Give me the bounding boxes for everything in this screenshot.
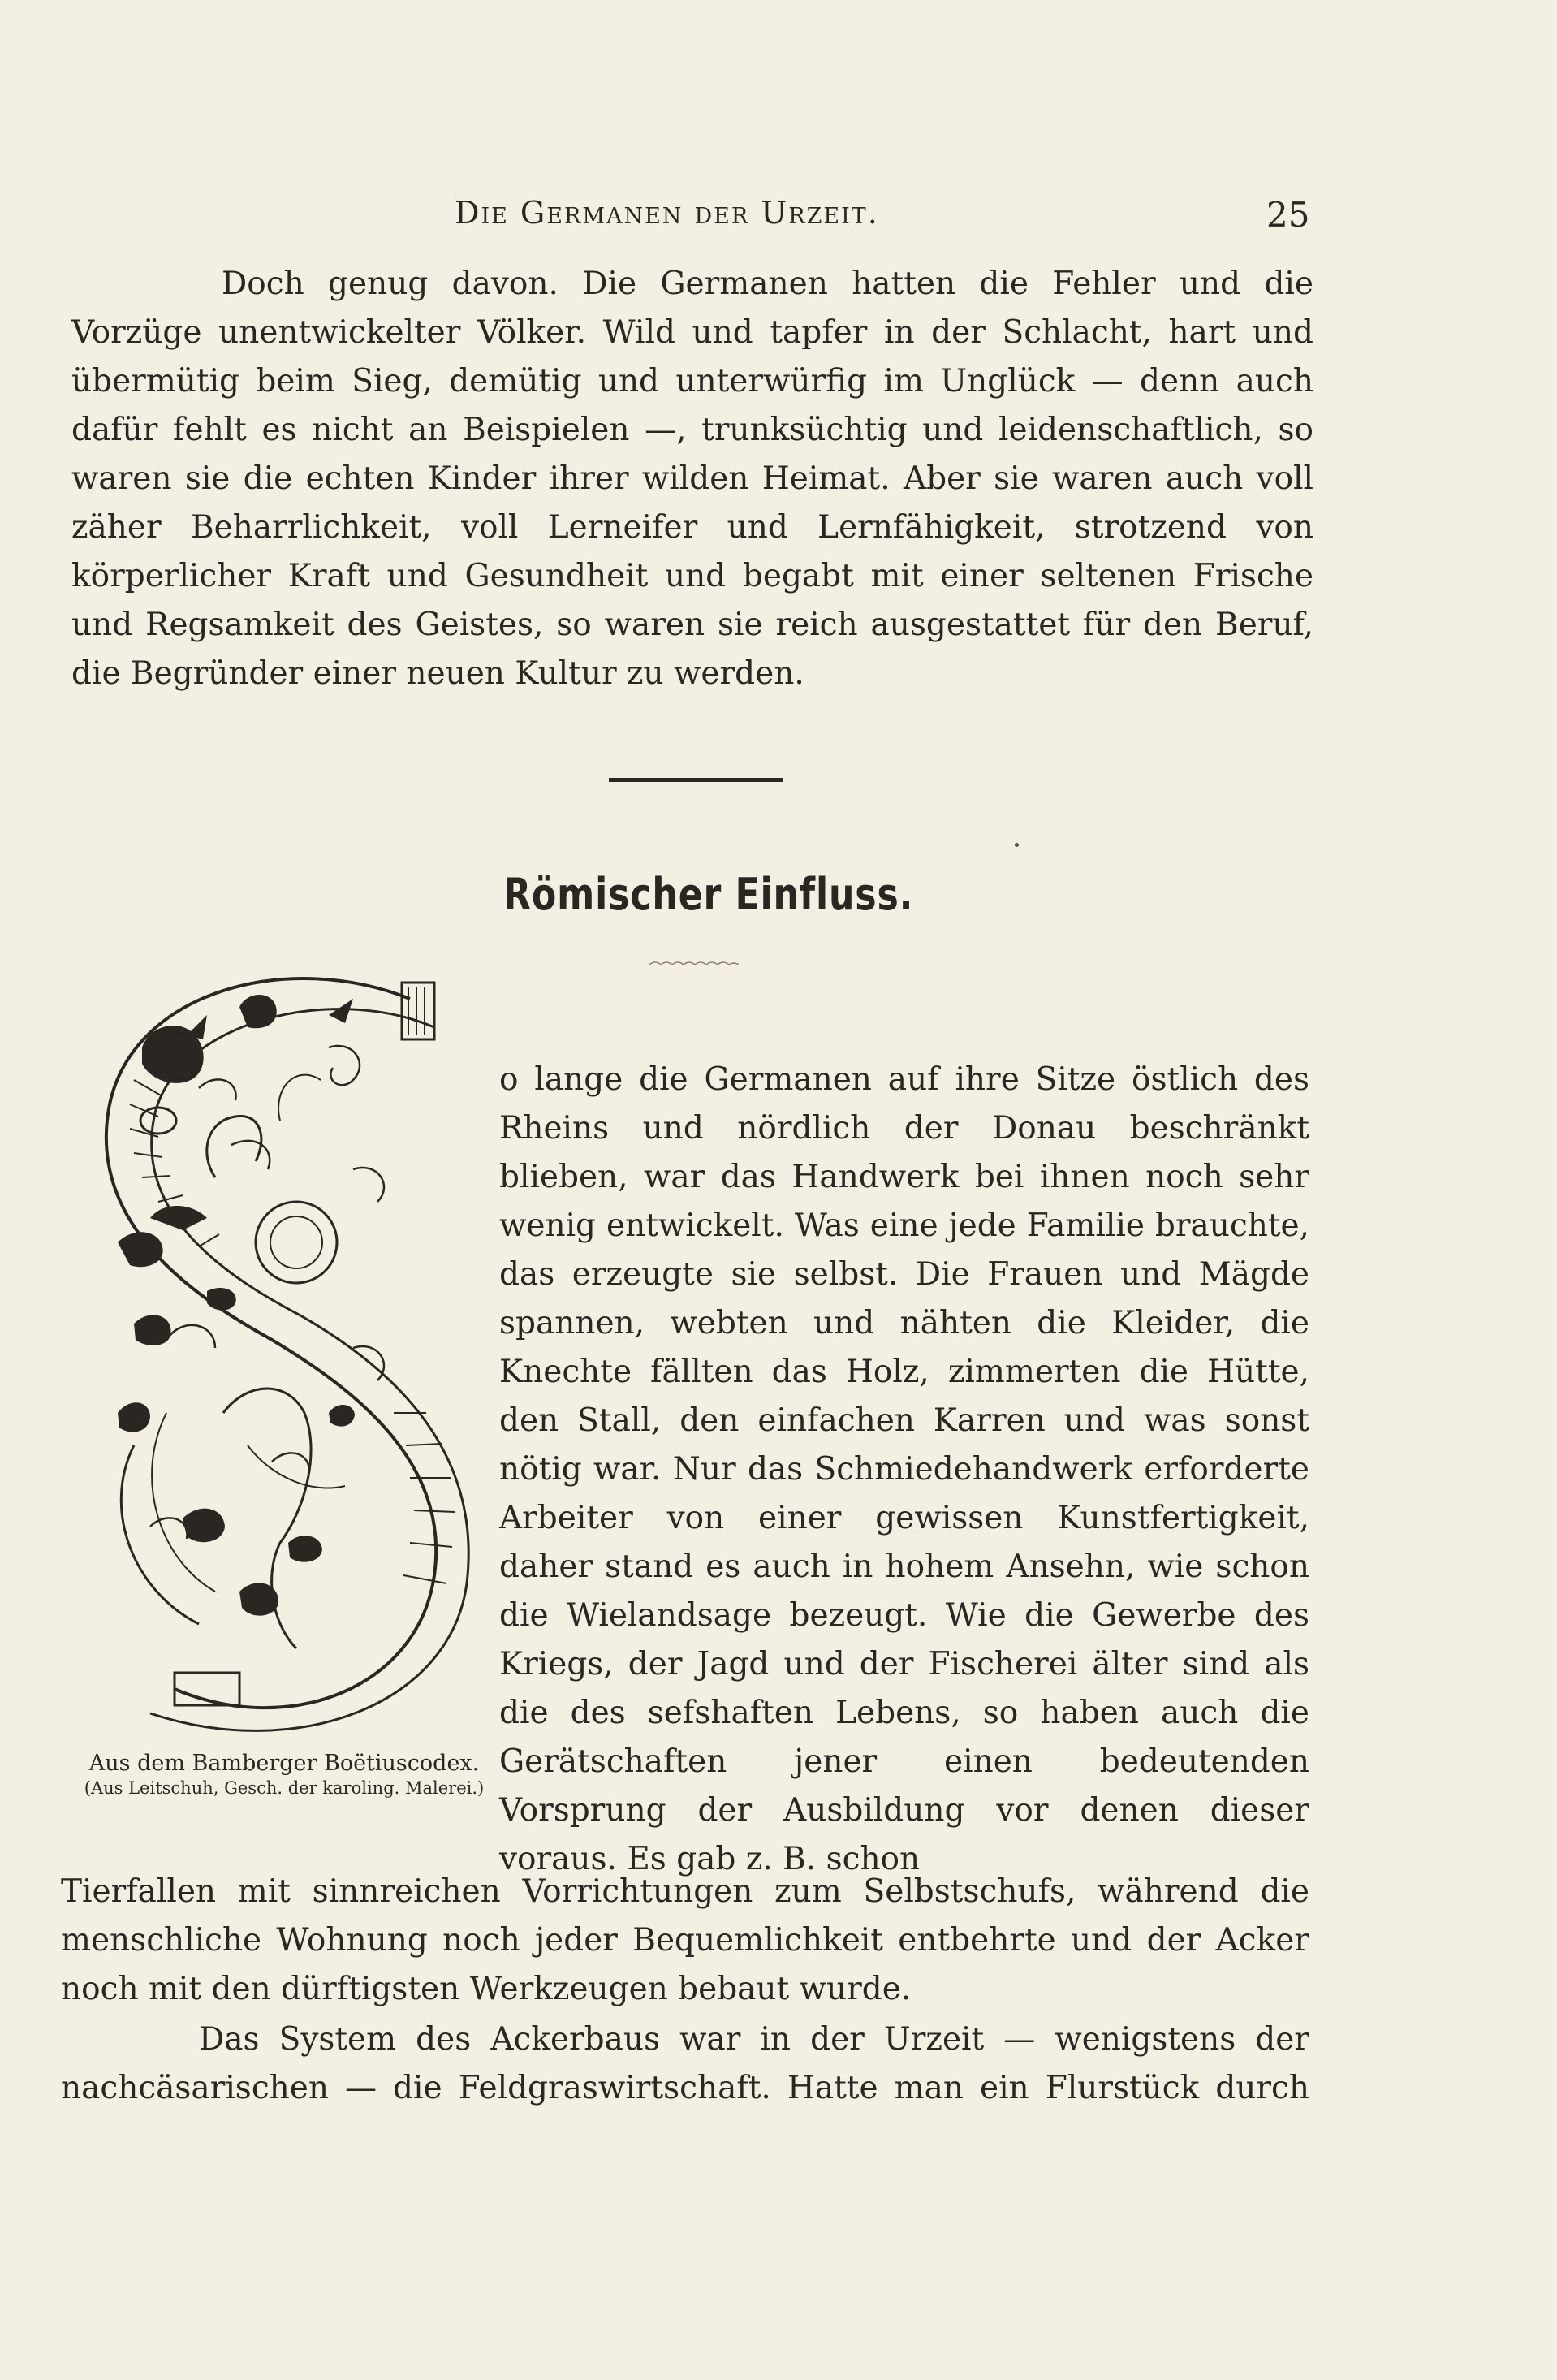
- figure-caption-source: (Aus Leitschuh, Gesch. der karoling. Malerei.): [84, 1778, 485, 1798]
- text-line: Tierfallen mit sinnreichen Vorrichtungen zum Selbstschufs, während die: [61, 1873, 1309, 1910]
- section-heading: Römischer Einfluss.: [503, 869, 914, 920]
- page-number: 25: [1266, 195, 1310, 235]
- stray-dot: [1015, 843, 1019, 847]
- running-title: Die Germanen der Urzeit.: [455, 195, 879, 231]
- heading-ornament-icon: [649, 958, 739, 968]
- decorated-initial: [85, 958, 491, 1738]
- text-line: noch mit den dürftigsten Werkzeugen bebaut wurde.: [61, 1971, 912, 2007]
- text-line: nachcäsarischen — die Feldgraswirtschaft. Hatte man ein Flurstück durch: [61, 2070, 1309, 2106]
- text-line: Das System des Ackerbaus war in der Urzeit — wenigstens der: [199, 2021, 1309, 2058]
- body-paragraph: o lange die Germanen auf ihre Sitze östlich des Rheins und nördlich der Donau beschränkt blieben, war das Handwerk bei ihnen noch sehr wenig entwickelt. Was eine jede Familie brauchte, das erzeugte sie selbst. Die Frauen und Mägde spannen, webten und nähten die Kleider, die Knechte fällten das Holz, zimmerten die Hütte, den Stall, den einfachen Karren und was sonst nötig war. Nur das Schmiedehandwerk erforderte Arbeiter von einer gewissen Kunstfertigkeit, daher stand es auch in hohem Ansehn, wie schon die Wielandsage bezeugt. Wie die Gewerbe des Kriegs, der Jagd und der Fischerei älter sind als die des sefshaften Lebens, so haben auch die Gerätschaften jener einen bedeutenden Vorsprung der Ausbildung vor denen dieser voraus. Es gab z. B. schon: [499, 1061, 1309, 1877]
- section-divider-rule: [609, 778, 783, 782]
- figure-caption-title: Aus dem Bamberger Boëtiuscodex.: [88, 1751, 480, 1776]
- figure-caption: [57, 1750, 511, 1799]
- text-line: menschliche Wohnung noch jeder Bequemlichkeit entbehrte und der Acker: [61, 1922, 1309, 1959]
- intro-paragraph: Doch genug davon. Die Germanen hatten die Fehler und die Vorzüge unentwickelter Völker. Wild und tapfer in der Schlacht, hart und übermütig beim Sieg, demütig und unterwürfig im Unglück — denn auch dafür fehlt es nicht an Beispielen —, trunksüchtig und leidenschaftlich, so waren sie die echten Kinder ihrer wilden Heimat. Aber sie waren auch voll zäher Beharrlichkeit, voll Lerneifer und Lernfähigkeit, strotzend von körperlicher Kraft und Gesundheit und begabt mit einer seltenen Frische und Regsamkeit des Geistes, so waren sie reich ausgestattet für den Beruf, die Begründer einer neuen Kultur zu werden.: [71, 266, 1313, 692]
- initial-s-illumination: [85, 958, 491, 1738]
- page-header: [0, 187, 1557, 244]
